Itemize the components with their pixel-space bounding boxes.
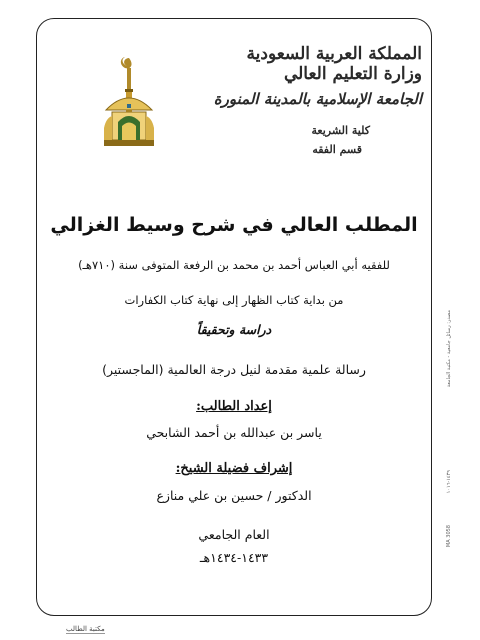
supervisor-name: الدكتور / حسين بن علي منازع (156, 488, 312, 503)
college-heading: كلية الشريعة (311, 124, 370, 137)
thesis-title: المطلب العالي في شرح وسيط الغزالي (50, 214, 418, 236)
study-type: دراسة وتحقيقاً (196, 322, 272, 337)
student-label: إعداد الطالب: (196, 399, 272, 414)
university-logo (98, 56, 160, 148)
academic-year-label: العام الجامعي (198, 527, 270, 542)
department-heading: قسم الفقه (312, 143, 362, 156)
student-name: ياسر بن عبدالله بن أحمد الشابحي (146, 425, 322, 440)
supervisor-label: إشراف فضيلة الشيخ: (175, 461, 293, 476)
author-line: للفقيه أبي العباس أحمد بن محمد بن الرفعة المتوفى سنة (٧١٠هـ) (78, 258, 390, 272)
library-stamp: مكتبة الطالب (66, 625, 105, 633)
side-catalog-note: مصدر: رسائل جامعية - مكتبة الجامعة (446, 310, 452, 388)
academic-year: ١٤٣٣-١٤٣٤هـ (199, 550, 269, 565)
degree-statement: رسالة علمية مقدمة لنيل درجة العالمية (الماجستير) (102, 362, 366, 377)
ministry-heading: وزارة التعليم العالي (283, 64, 422, 84)
university-heading: الجامعة الإسلامية بالمدينة المنورة (213, 90, 422, 108)
kingdom-heading: المملكة العربية السعودية (246, 44, 422, 64)
scope-line: من بداية كتاب الظهار إلى نهاية كتاب الكفارات (124, 293, 344, 307)
side-code-note: MA 3058 (446, 525, 452, 548)
side-number-note: ١٤٣٩-١٠١٦ (446, 470, 452, 494)
